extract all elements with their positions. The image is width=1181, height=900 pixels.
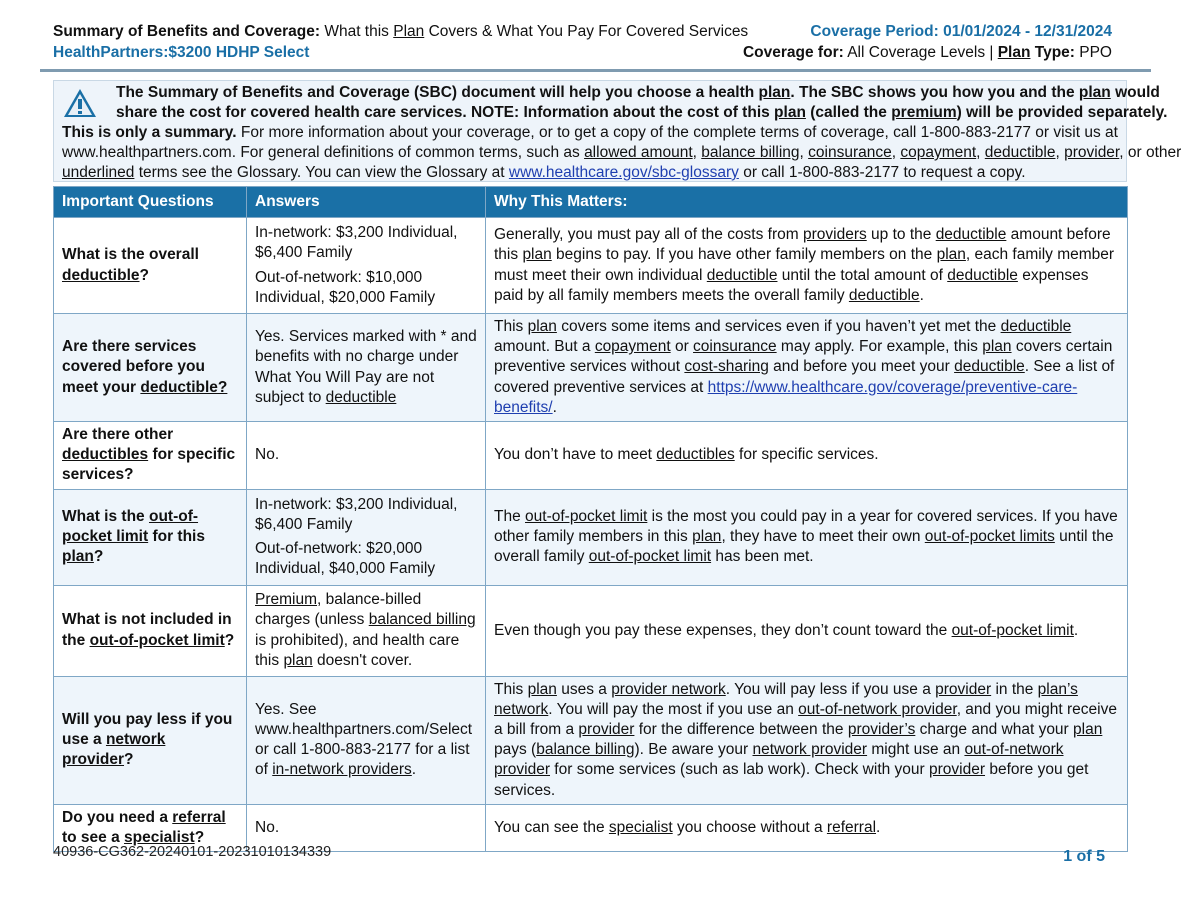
intro-notice [53,80,1181,182]
table-header-row [54,187,1128,218]
table-row [54,585,1128,676]
intro-line-2: share the cost for covered health care services. NOTE: Information about the cost of this plan (called the premium) will be provided separately. [116,104,1168,121]
intro-line-4: www.healthpartners.com. For general definitions of common terms, such as allowed amount, balance billing, coinsurance, copayment, deductible, provider, or other [62,144,1181,161]
answer-cell: Yes. See www.healthpartners.com/Select or call 1-800-883-2177 for a list of in-network providers. [247,676,486,804]
why-cell: This plan covers some items and services even if you haven’t yet met the deductible amount. But a copayment or coinsurance may apply. For example, this plan covers certain preventive services without cost-sharing and before you meet your deductible. See a list of covered preventive services at https://www.healthcare.gov/coverage/preventive-care-benefits/. [486,314,1128,422]
question-cell: Will you pay less if you use a network provider? [54,676,247,804]
col-header-questions: Important Questions [54,187,247,218]
preventive-care-link[interactable]: https://www.healthcare.gov/coverage/preventive-care-benefits/ [494,378,1078,416]
answer-cell: In-network: $3,200 Individual, $6,400 Family Out-of-network: $20,000 Individual, $40,000 Family [247,489,486,585]
why-cell: Even though you pay these expenses, they don’t count toward the out-of-pocket limit. [486,585,1128,676]
page-number: 1 of 5 [1063,848,1105,865]
answer-cell: In-network: $3,200 Individual, $6,400 Family Out-of-network: $10,000 Individual, $20,000 Family [247,218,486,314]
col-header-why: Why This Matters: [486,187,1128,218]
why-cell: You don’t have to meet deductibles for specific services. [486,422,1128,490]
page-header [53,22,1112,66]
why-cell: Generally, you must pay all of the costs from providers up to the deductible amount before this plan begins to pay. If you have other family members on the plan, each family member must meet their own individual deductible until the total amount of deductible expenses paid by all family members meets the overall family deductible. [486,218,1128,314]
answer-cell: Premium, balance-billed charges (unless balanced billing is prohibited), and health care this plan doesn't cover. [247,585,486,676]
important-questions-table [53,186,1128,852]
question-cell: Do you need a referral to see a specialist? [54,804,247,851]
sbc-title: Summary of Benefits and Coverage: What this Plan Covers & What You Pay For Covered Services [53,23,749,40]
coverage-for: Coverage for: All Coverage Levels | Plan Type: PPO [742,44,1112,61]
answer-cell: No. [247,422,486,490]
intro-line-5: underlined terms see the Glossary. You can view the Glossary at www.healthcare.gov/sbc-glossary or call 1-800-883-2177 to request a copy. [62,164,1026,181]
table-row [54,676,1128,804]
intro-line-3: This is only a summary. For more information about your coverage, or to get a copy of the complete terms of coverage, call 1-800-883-2177 or visit us at [62,124,1118,141]
document-id: 40936-CG362-20240101-20231010134339 [53,844,332,860]
plan-name: HealthPartners:$3200 HDHP Select [53,44,310,61]
question-cell: Are there services covered before you meet your deductible? [54,314,247,422]
question-cell: What is the overall deductible? [54,218,247,314]
table-row [54,218,1128,314]
table-row [54,314,1128,422]
warning-triangle-icon [62,87,98,119]
answer-cell: Yes. Services marked with * and benefits with no charge under What You Will Pay are not subject to deductible [247,314,486,422]
coverage-period: Coverage Period: 01/01/2024 - 12/31/2024 [810,23,1112,40]
intro-line-1: The Summary of Benefits and Coverage (SBC) document will help you choose a health plan. The SBC shows you how you and the plan would [116,84,1160,101]
table-row [54,422,1128,490]
answer-cell: No. [247,804,486,851]
header-divider [40,69,1151,72]
question-cell: What is the out-of-pocket limit for this plan? [54,489,247,585]
question-cell: Are there other deductibles for specific services? [54,422,247,490]
why-cell: The out-of-pocket limit is the most you could pay in a year for covered services. If you have other family members in this plan, they have to meet their own out-of-pocket limits until the overall family out-of-pocket limit has been met. [486,489,1128,585]
why-cell: You can see the specialist you choose without a referral. [486,804,1128,851]
table-row [54,489,1128,585]
col-header-answers: Answers [247,187,486,218]
question-cell: What is not included in the out-of-pocket limit? [54,585,247,676]
glossary-link[interactable]: www.healthcare.gov/sbc-glossary [508,164,739,181]
why-cell: This plan uses a provider network. You will pay less if you use a provider in the plan’s network. You will pay the most if you use an out-of-network provider, and you might receive a bill from a provider for the difference between the provider’s charge and what your plan pays (balance billing). Be aware your network provider might use an out-of-network provider for some services (such as lab work). Check with your provider before you get services. [486,676,1128,804]
